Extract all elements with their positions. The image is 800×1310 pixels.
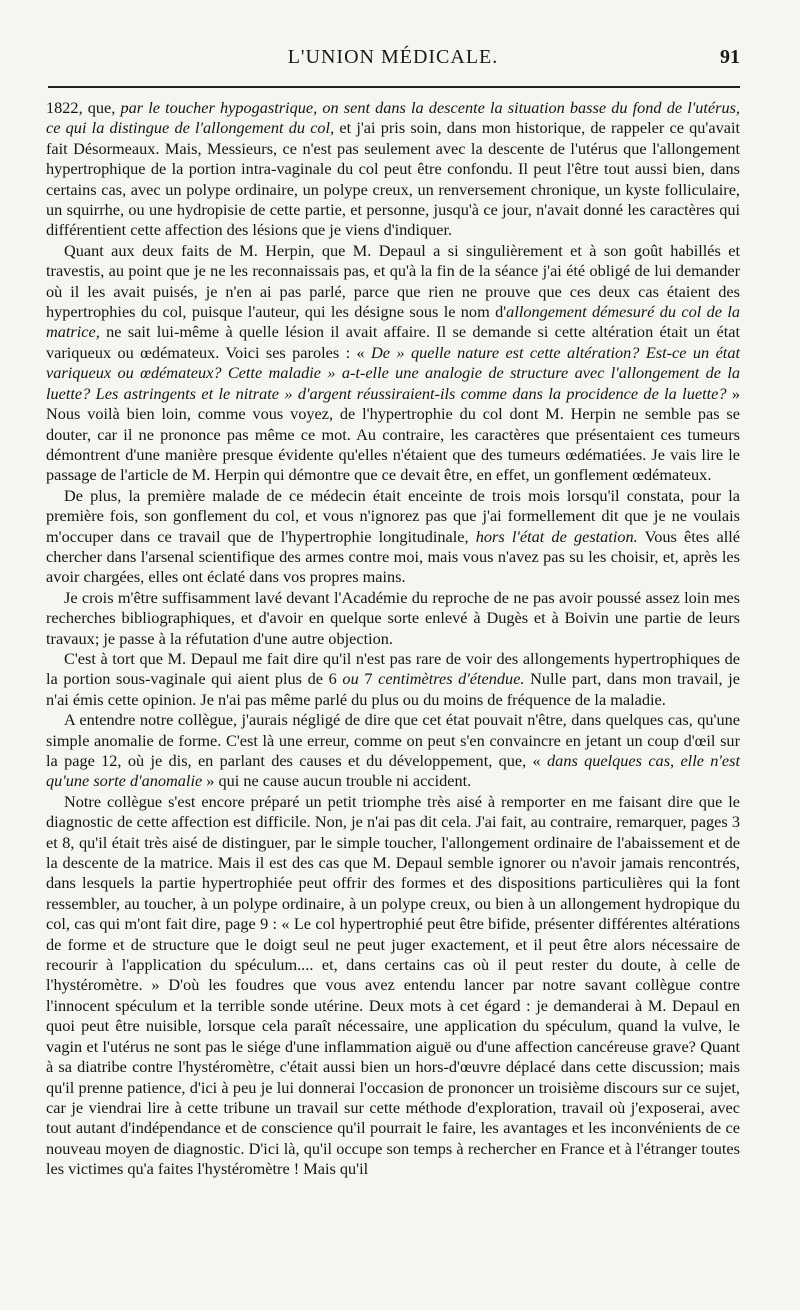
- text-run: De plus, la première malade de ce médecin était enceinte de trois mois lorsqu'il constata, pour la première fois, son gonflement du col, et vous n'ignorez pas que j'ai formellement dit que je ne voulais m'occuper dans ce travail que de l'hypertrophie longitudinale,: [46, 485, 740, 546]
- running-header: [46, 46, 740, 76]
- paragraph: [46, 649, 740, 710]
- paragraph: [46, 98, 740, 241]
- italic-text: De » quelle nature est cette altération? Est-ce un état variqueux ou œdémateux? Cette maladie » a-t-elle une analogie de structure avec l'allongement de la luette? Les astringents et le nitrate » d'argent réussiraient-ils comme dans la procidence de la luette?: [46, 342, 740, 403]
- paragraph: [46, 241, 740, 486]
- text-run: 7: [358, 669, 379, 689]
- text-run: A entendre notre collègue, j'aurais négligé de dire que cet état pouvait n'être, dans quelques cas, qu'une simple anomalie de forme. C'est là une erreur, comme on peut s'en convaincre en jetant un coup d'œil sur la page 12, où je dis, en parlant des causes et du développement, que, «: [46, 710, 740, 770]
- text-run: Vous êtes allé chercher dans l'arsenal scientifique des armes contre moi, mais vous n'avez pas su les choisir, et, après les avoir chargées, elles ont éclaté dans vos propres mains.: [46, 526, 740, 587]
- page-number: 91: [720, 46, 740, 68]
- text-run: C'est à tort que M. Depaul me fait dire qu'il n'est pas rare de voir des allongements hypertrophiques de la portion sous-vaginale qui aient plus de 6: [46, 648, 740, 689]
- italic-text: allongement démesuré du col de la matrice,: [46, 302, 740, 342]
- paragraph: [46, 588, 740, 649]
- text-run: Nulle part, dans mon travail, je n'ai émis cette opinion. Je n'ai pas même parlé du plus ou du moins de fréquence de la maladie.: [46, 669, 741, 709]
- text-run: » qui ne cause aucun trouble ni accident.: [202, 771, 472, 791]
- italic-text: par le toucher hypogastrique, on sent dans la descente la situation basse du fond de l'utérus, ce qui la distingue de l'allongement du col: [46, 98, 740, 138]
- italic-text: centimètres d'étendue.: [378, 669, 525, 689]
- text-run: » Nous voilà bien loin, comme vous voyez, de l'hypertrophie du col dont M. Herpin ne semble pas se douter, car il ne prononce pas même ce mot. Au contraire, les caractères que présentaient ces tumeurs démontrent d'une manière presque évidente qu'elles n'étaient que des tumeurs œdématiées. Je vais lire le passage de l'article de M. Herpin qui démontre que ce devait être, en effet, un gonflement œdémateux.: [46, 383, 741, 485]
- text-run: Quant aux deux faits de M. Herpin, que M. Depaul a si singulièrement et à son goût habillés et travestis, au point que je ne les reconnaissais pas, et qu'à la fin de la séance j'ai été obligé de lui demander où il les avait puisés, je n'en ai pas parlé, parce que rien ne prouve que ces deux cas étaient des hypertrophies du col, puisque l'auteur, qui les désigne sous le nom d': [46, 240, 740, 322]
- paragraph: [46, 792, 740, 1180]
- text-run: ne sait lui-même à quelle lésion il avait affaire. Il se demande si cette altération était un état variqueux ou œdémateux. Voici ses paroles : «: [46, 322, 740, 362]
- italic-text: ou: [342, 669, 359, 689]
- text-run: Je crois m'être suffisamment lavé devant l'Académie du reproche de ne pas avoir poussé assez loin mes recherches bibliographiques, et d'avoir en quelque sorte enlevé à Dugès et à Boivin une partie de leurs travaux; je passe à la réfutation d'une autre objection.: [46, 587, 740, 648]
- text-run: , et j'ai pris soin, dans mon historique, de rappeler ce qu'avait fait Désormeaux. Mais, Messieurs, ce n'est pas seulement avec la descente de l'utérus que l'allongement hypertrophique de la portion intra-vaginale du col peut être confondu. Il peut l'être tout aussi bien, dans certains cas, avec un polype ordinaire, un polype creux, un renversement chronique, un kyste folliculaire, un squirrhe, ou une hydropisie de cette partie, et personne, jusqu'à ce jour, n'avait donné les caractères qui différentient cette affection des lésions que je viens d'indiquer.: [46, 118, 740, 240]
- header-rule: [48, 86, 740, 88]
- paragraph: [46, 710, 740, 792]
- paragraph: [46, 486, 740, 588]
- text-run: Notre collègue s'est encore préparé un petit triomphe très aisé à remporter en me faisant dire que le diagnostic de cette affection est difficile. Non, je n'ai pas dit cela. J'ai fait, au contraire, remarquer, pages 3 et 8, qu'il était très aisé de distinguer, par le simple toucher, l'allongement ordinaire de l'abaissement et de la descente de la matrice. Mais il est des cas que M. Depaul semble ignorer ou n'avoir jamais rencontrés, dans lesquels la partie hypertrophiée peut offrir des formes et des dispositions particulières qui la font ressembler, au toucher, à un polype ordinaire, à un polype creux, ou bien à un allongement hydropique du col, cas qui m'ont fait dire, page 9 : « Le col hypertrophié peut être bifide, présenter différentes altérations de forme et de structure que le doigt seul ne peut juger exactement, et il peut être alors nécessaire de recourir à l'application du spéculum.... et, dans certains cas où il peut rester du doute, à celle de l'hystéromètre. » D'où les foudres que vous avez entendu lancer par notre savant collègue contre l'innocent spéculum et la terrible sonde utérine. Deux mots à cet égard : je demanderai à M. Depaul en quoi peut être nuisible, lorsque cela paraît nécessaire, une application du spéculum, quand la vulve, le vagin et l'utérus ne sont pas le siége d'une inflammation aiguë ou d'une affection cancéreuse grave? Quant à sa diatribe contre l'hystéromètre, c'était aussi bien un hors-d'œuvre déplacé dans cette discussion; mais qu'il prenne patience, d'ici à peu je lui donnerai l'occasion de prononcer un troisième discours sur ce sujet, car je viendrai lire à cette tribune un travail sur cette méthode d'exploration, travail où j'exposerai, avec tout autant d'indépendance et de conscience qu'il pourrait le faire, les avantages et les inconvénients de ce nouveau moyen de diagnostic. D'ici là, qu'il occupe son temps à rechercher en France et à l'étranger toutes les victimes qu'a faites l'hystéromètre ! Mais qu'il: [46, 791, 740, 1179]
- text-run: 1822, que,: [46, 98, 121, 117]
- journal-title: L'UNION MÉDICALE.: [287, 46, 499, 68]
- italic-text: hors l'état de gestation.: [475, 526, 638, 546]
- body-text: [46, 98, 740, 1180]
- italic-text: dans quelques cas, elle n'est qu'une sorte d'anomalie: [46, 751, 740, 791]
